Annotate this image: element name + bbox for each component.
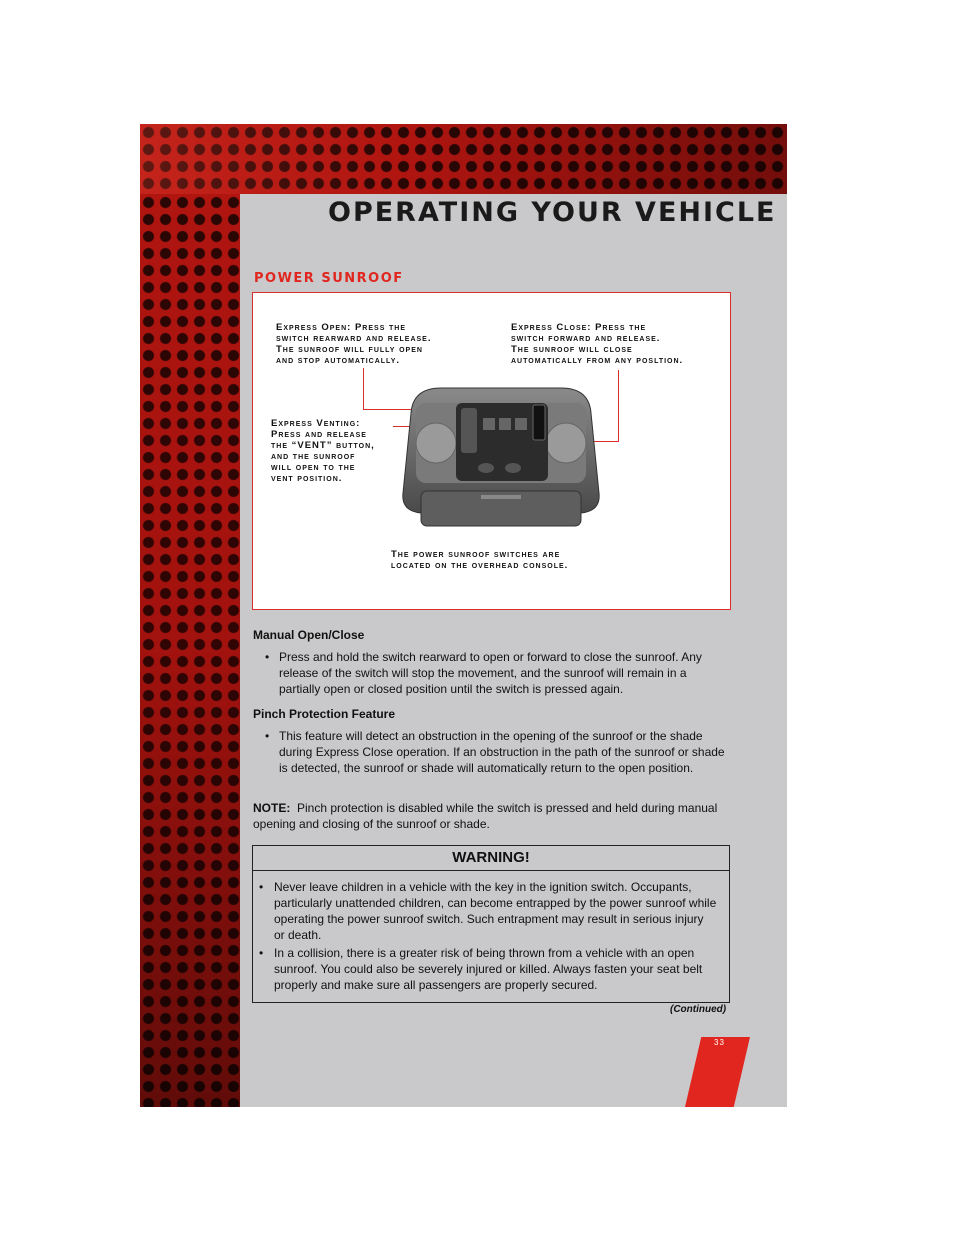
caption-line: vent position. <box>271 473 343 484</box>
caption-line: Press and release <box>271 429 367 440</box>
warning-box <box>252 845 730 1003</box>
page-number-tab <box>685 1037 750 1107</box>
bullet-dot: • <box>265 729 270 743</box>
bullet-text: Never leave children in a vehicle with the key in the ignition switch. Occupants, particularly unattended children, can become entrapped by the power sunroof while operating the power sunroof switch. Such entrapment may result in serious injury or death. <box>274 880 717 942</box>
caption-express-close <box>511 322 683 366</box>
sunroof-figure <box>252 292 731 610</box>
caption-line: located on the overhead console. <box>391 560 569 571</box>
page-title: OPERATING YOUR VEHICLE <box>328 197 777 228</box>
note-paragraph <box>253 800 733 832</box>
warning-title: WARNING! <box>253 846 729 871</box>
section-title: POWER SUNROOF <box>254 271 404 286</box>
caption-express-venting <box>271 418 375 484</box>
bullet-text: Press and hold the switch rearward to open or forward to close the sunroof. Any release of the switch will stop the movement, and the sunroof will remain in a partially open or closed position until the switch is pressed again. <box>279 650 702 696</box>
bullet-dot: • <box>265 650 270 664</box>
note-label: NOTE: <box>253 801 291 815</box>
caption-line: switch forward and release. <box>511 333 661 344</box>
caption-line: Express Open: Press the <box>276 322 406 333</box>
caption-express-open <box>276 322 432 366</box>
leader-line-open <box>363 368 364 409</box>
caption-console-location <box>391 549 568 571</box>
list-item <box>265 649 715 697</box>
list-item <box>259 945 717 993</box>
bullet-dot: • <box>259 946 264 960</box>
caption-line: will open to the <box>271 462 356 473</box>
note-text: Pinch protection is disabled while the switch is pressed and held during manual opening and closing of the sunroof or shade. <box>253 801 718 831</box>
list-item <box>265 728 725 776</box>
caption-line: automatically from any posltion. <box>511 355 684 366</box>
list-item <box>259 879 717 943</box>
caption-line: and stop automatically. <box>276 355 400 366</box>
header-shading <box>140 124 787 194</box>
page-number: 33 <box>714 1038 725 1047</box>
caption-line: The power sunroof switches are <box>391 549 561 560</box>
caption-line: The sunroof will close <box>511 344 633 355</box>
caption-line: switch rearward and release. <box>276 333 432 344</box>
caption-line: Express Venting: <box>271 418 361 429</box>
caption-line: Express Close: Press the <box>511 322 647 333</box>
bullet-text: In a collision, there is a greater risk of being thrown from a vehicle with an open sunroof. You could also be severely injured or killed. Always fasten your seat belt properly and make sure all passengers are properly secured. <box>274 946 703 992</box>
heading-manual-open-close: Manual Open/Close <box>253 628 365 642</box>
caption-line: The sunroof will fully open <box>276 344 423 355</box>
bullet-dot: • <box>259 880 264 894</box>
caption-line: the “VENT” button, <box>271 440 375 451</box>
leader-line-close <box>618 370 619 441</box>
side-shading <box>140 194 240 1107</box>
caption-line: and the sunroof <box>271 451 356 462</box>
continued-label: (Continued) <box>670 1004 727 1015</box>
overhead-console-image <box>401 383 601 533</box>
heading-pinch-protection: Pinch Protection Feature <box>253 707 396 721</box>
manual-page <box>140 124 787 1107</box>
bullet-text: This feature will detect an obstruction in the opening of the sunroof or the shade during Express Close operation. If an obstruction in the path of the sunroof or shade is detected, the sunroof or shade will automatically return to the open position. <box>279 729 725 775</box>
